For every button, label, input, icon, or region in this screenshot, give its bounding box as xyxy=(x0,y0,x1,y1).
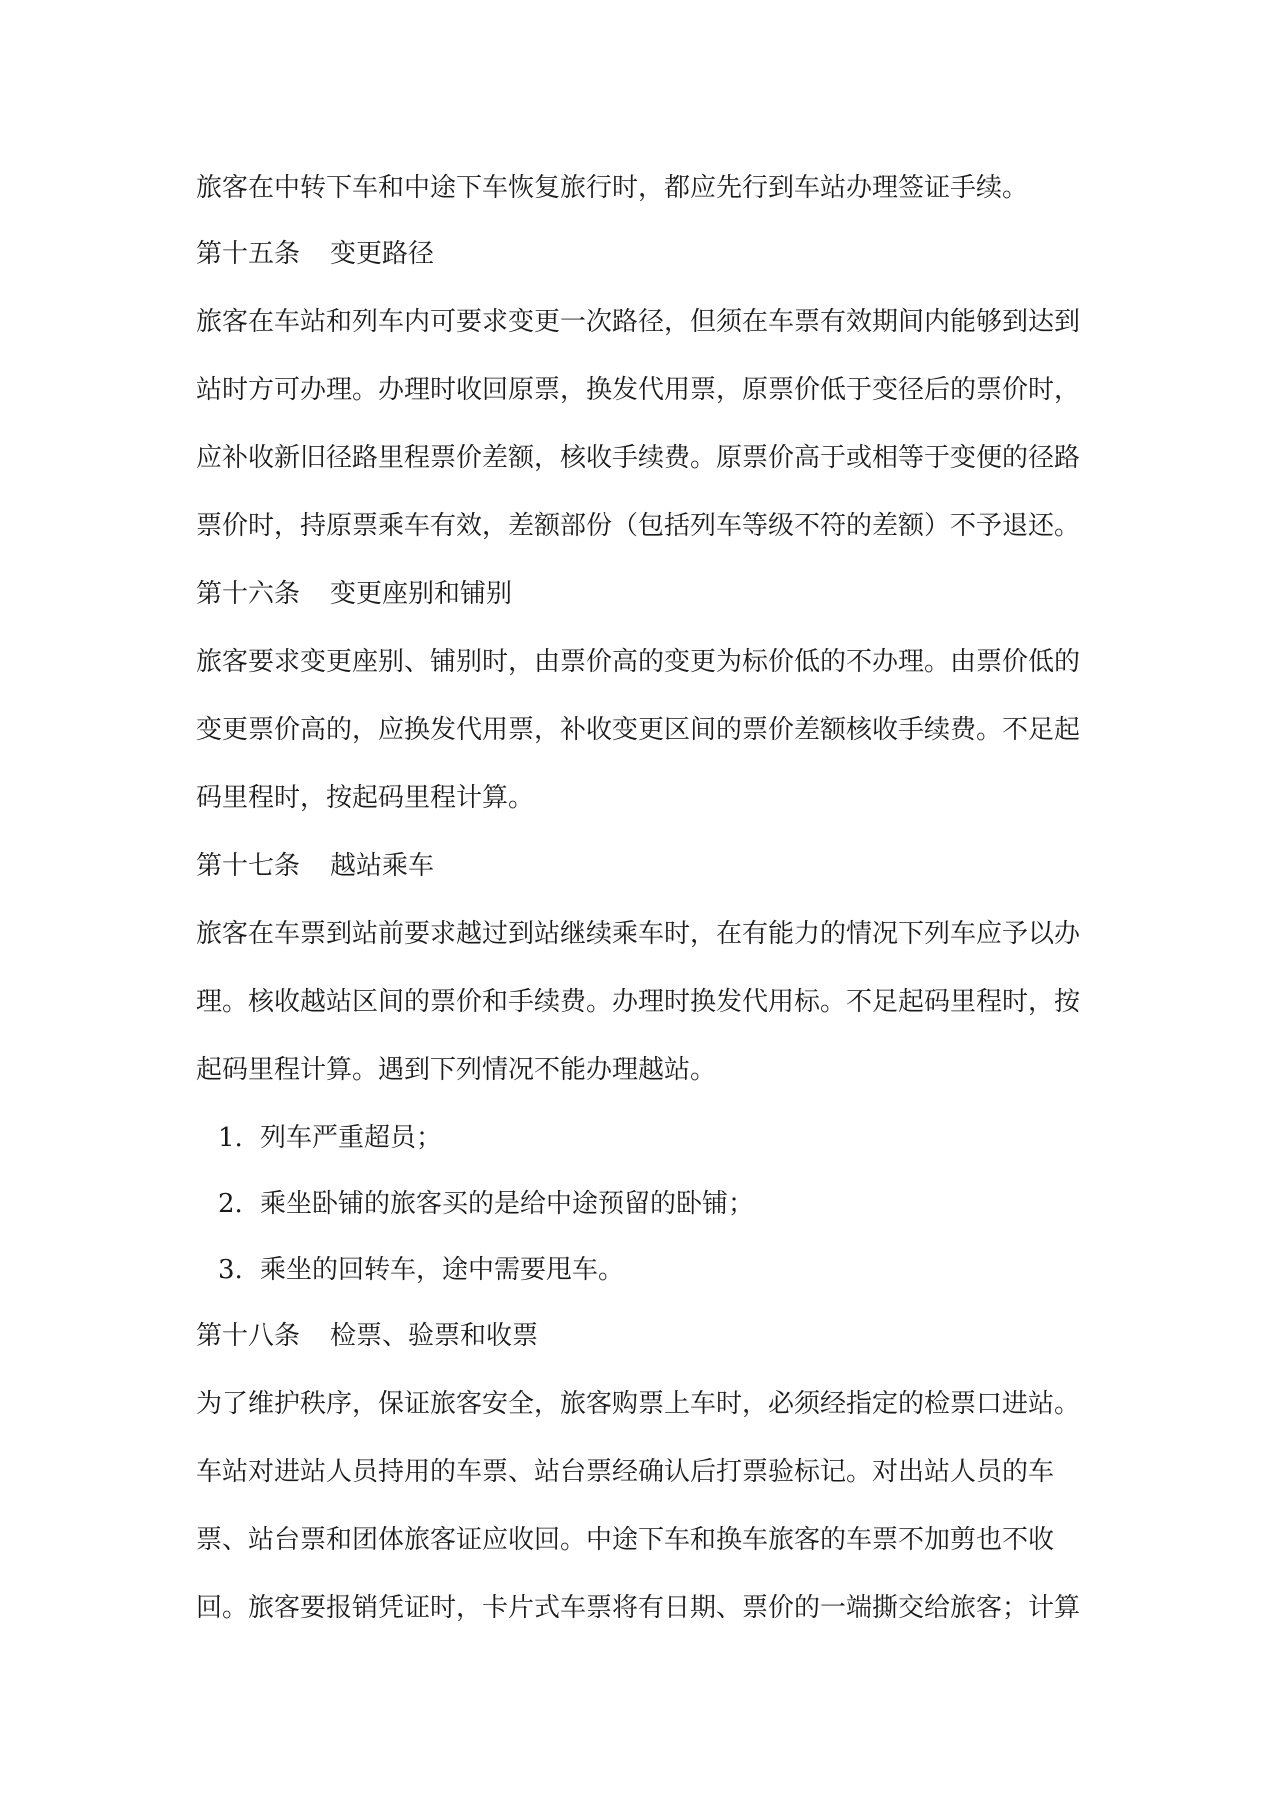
paragraph-line: 票价时，持原票乘车有效，差额部份（包括列车等级不符的差额）不予退还。 xyxy=(196,511,1081,541)
article-number: 第十五条 xyxy=(196,239,301,269)
list-item-number: 3. xyxy=(218,1255,243,1285)
paragraph-line: 变更票价高的，应换发代用票，补收变更区间的票价差额核收手续费。不足起 xyxy=(196,715,1081,745)
paragraph-line: 站时方可办理。办理时收回原票，换发代用票，原票价低于变径后的票价时， xyxy=(196,375,1081,405)
list-item-number: 2. xyxy=(218,1189,243,1219)
article-heading xyxy=(196,576,1086,612)
paragraph-line: 为了维护秩序，保证旅客安全，旅客购票上车时，必须经指定的检票口进站。 xyxy=(196,1389,1081,1419)
paragraph-line: 应补收新旧径路里程票价差额，核收手续费。原票价高于或相等于变便的径路 xyxy=(196,443,1081,473)
article-heading xyxy=(196,848,1086,884)
article-title: 变更路径 xyxy=(330,239,435,269)
list-item xyxy=(218,1186,1078,1222)
paragraph-line: 车站对进站人员持用的车票、站台票经确认后打票验标记。对出站人员的车 xyxy=(196,1457,1055,1487)
paragraph-line: 码里程时，按起码里程计算。 xyxy=(196,783,535,813)
article-title: 变更座别和铺别 xyxy=(330,579,513,609)
paragraph-line: 起码里程计算。遇到下列情况不能办理越站。 xyxy=(196,1055,717,1085)
article-title: 检票、验票和收票 xyxy=(330,1321,539,1351)
paragraph-line: 票、站台票和团体旅客证应收回。中途下车和换车旅客的车票不加剪也不收 xyxy=(196,1525,1055,1555)
paragraph-line: 旅客在车站和列车内可要求变更一次路径，但须在车票有效期间内能够到达到 xyxy=(196,307,1081,337)
list-item-number: 1. xyxy=(218,1123,243,1153)
list-item-text: 列车严重超员； xyxy=(260,1123,443,1153)
paragraph-line: 旅客在车票到站前要求越过到站继续乘车时，在有能力的情况下列车应予以办 xyxy=(196,919,1081,949)
article-number: 第十六条 xyxy=(196,579,301,609)
paragraph-line: 理。核收越站区间的票价和手续费。办理时换发代用标。不足起码里程时，按 xyxy=(196,987,1081,1017)
paragraph-line: 旅客要求变更座别、铺别时，由票价高的变更为标价低的不办理。由票价低的 xyxy=(196,647,1081,677)
list-item-text: 乘坐的回转车，途中需要甩车。 xyxy=(260,1255,625,1285)
article-number: 第十八条 xyxy=(196,1321,301,1351)
paragraph-line: 旅客在中转下车和中途下车恢复旅行时，都应先行到车站办理签证手续。 xyxy=(196,173,1029,203)
article-heading xyxy=(196,1318,1086,1354)
article-heading xyxy=(196,236,1086,272)
paragraph-line: 回。旅客要报销凭证时，卡片式车票将有日期、票价的一端撕交给旅客；计算 xyxy=(196,1593,1081,1623)
article-number: 第十七条 xyxy=(196,851,301,881)
article-title: 越站乘车 xyxy=(330,851,435,881)
list-item xyxy=(218,1252,1078,1288)
list-item-text: 乘坐卧铺的旅客买的是给中途预留的卧铺； xyxy=(260,1189,755,1219)
list-item xyxy=(218,1120,1078,1156)
